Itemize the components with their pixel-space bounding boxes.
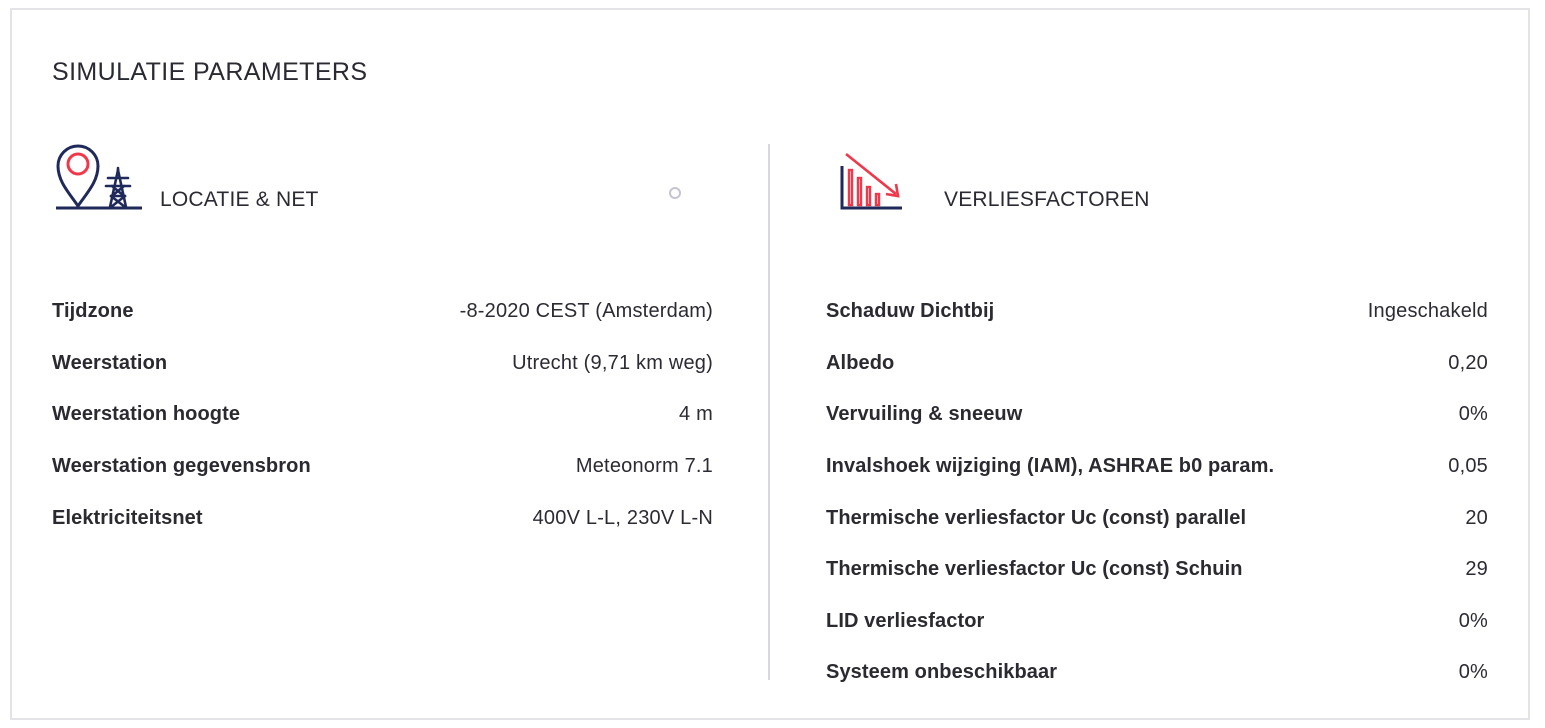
param-label: Weerstation gegevensbron xyxy=(52,455,311,478)
location-parameter-list xyxy=(52,286,713,544)
param-row-albedo xyxy=(826,338,1488,390)
location-section-header xyxy=(52,140,713,230)
param-row-system-unavailability xyxy=(826,647,1488,699)
loss-factors-section xyxy=(826,140,1488,684)
param-value: 0,20 xyxy=(1448,351,1488,374)
param-label: Elektriciteitsnet xyxy=(52,506,203,529)
column-divider xyxy=(768,144,770,680)
param-label: Systeem onbeschikbaar xyxy=(826,661,1058,684)
param-label: Tijdzone xyxy=(52,300,134,323)
param-label: Weerstation hoogte xyxy=(52,403,241,426)
param-value: Utrecht (9,71 km weg) xyxy=(512,351,713,374)
loss-factors-section-header xyxy=(826,140,1488,230)
param-value: 4 m xyxy=(679,403,713,426)
param-value: 400V L-L, 230V L-N xyxy=(532,506,713,529)
param-value: 0,05 xyxy=(1448,455,1488,478)
param-row-weather-data-source xyxy=(52,441,713,493)
param-label: Vervuiling & sneeuw xyxy=(826,403,1023,426)
param-value: -8-2020 CEST (Amsterdam) xyxy=(459,300,713,323)
param-row-grid xyxy=(52,492,713,544)
map-pin-power-tower-icon xyxy=(52,140,144,219)
param-label: Albedo xyxy=(826,351,895,374)
param-label: Schaduw Dichtbij xyxy=(826,300,995,323)
param-row-soiling-snow xyxy=(826,389,1488,441)
param-value: 20 xyxy=(1465,506,1488,529)
param-value: Meteonorm 7.1 xyxy=(575,455,713,478)
param-label: Invalshoek wijziging (IAM), ASHRAE b0 param. xyxy=(826,455,1275,478)
loss-factors-parameter-list xyxy=(826,286,1488,699)
param-row-weather-station xyxy=(52,338,713,390)
page-title: SIMULATIE PARAMETERS xyxy=(52,58,368,86)
param-label: Thermische verliesfactor Uc (const) parallel xyxy=(826,506,1247,529)
location-section-title: LOCATIE & NET xyxy=(160,188,319,211)
param-value: 29 xyxy=(1465,558,1488,581)
param-row-near-shading xyxy=(826,286,1488,338)
declining-bar-chart-icon xyxy=(838,152,906,219)
param-row-timezone xyxy=(52,286,713,338)
param-value: 0% xyxy=(1458,661,1488,684)
section-radio-indicator[interactable] xyxy=(669,187,681,199)
param-row-weather-station-altitude xyxy=(52,389,713,441)
param-label: LID verliesfactor xyxy=(826,609,985,632)
param-row-thermal-parallel xyxy=(826,492,1488,544)
location-grid-section xyxy=(52,140,713,529)
param-value: Ingeschakeld xyxy=(1367,300,1488,323)
param-row-lid-loss xyxy=(826,596,1488,648)
param-label: Weerstation xyxy=(52,351,168,374)
simulation-parameters-card xyxy=(10,8,1530,720)
loss-factors-section-title: VERLIESFACTOREN xyxy=(944,188,1150,211)
param-label: Thermische verliesfactor Uc (const) Schuin xyxy=(826,558,1243,581)
param-row-thermal-tilted xyxy=(826,544,1488,596)
param-value: 0% xyxy=(1458,403,1488,426)
param-row-iam xyxy=(826,441,1488,493)
param-value: 0% xyxy=(1458,609,1488,632)
